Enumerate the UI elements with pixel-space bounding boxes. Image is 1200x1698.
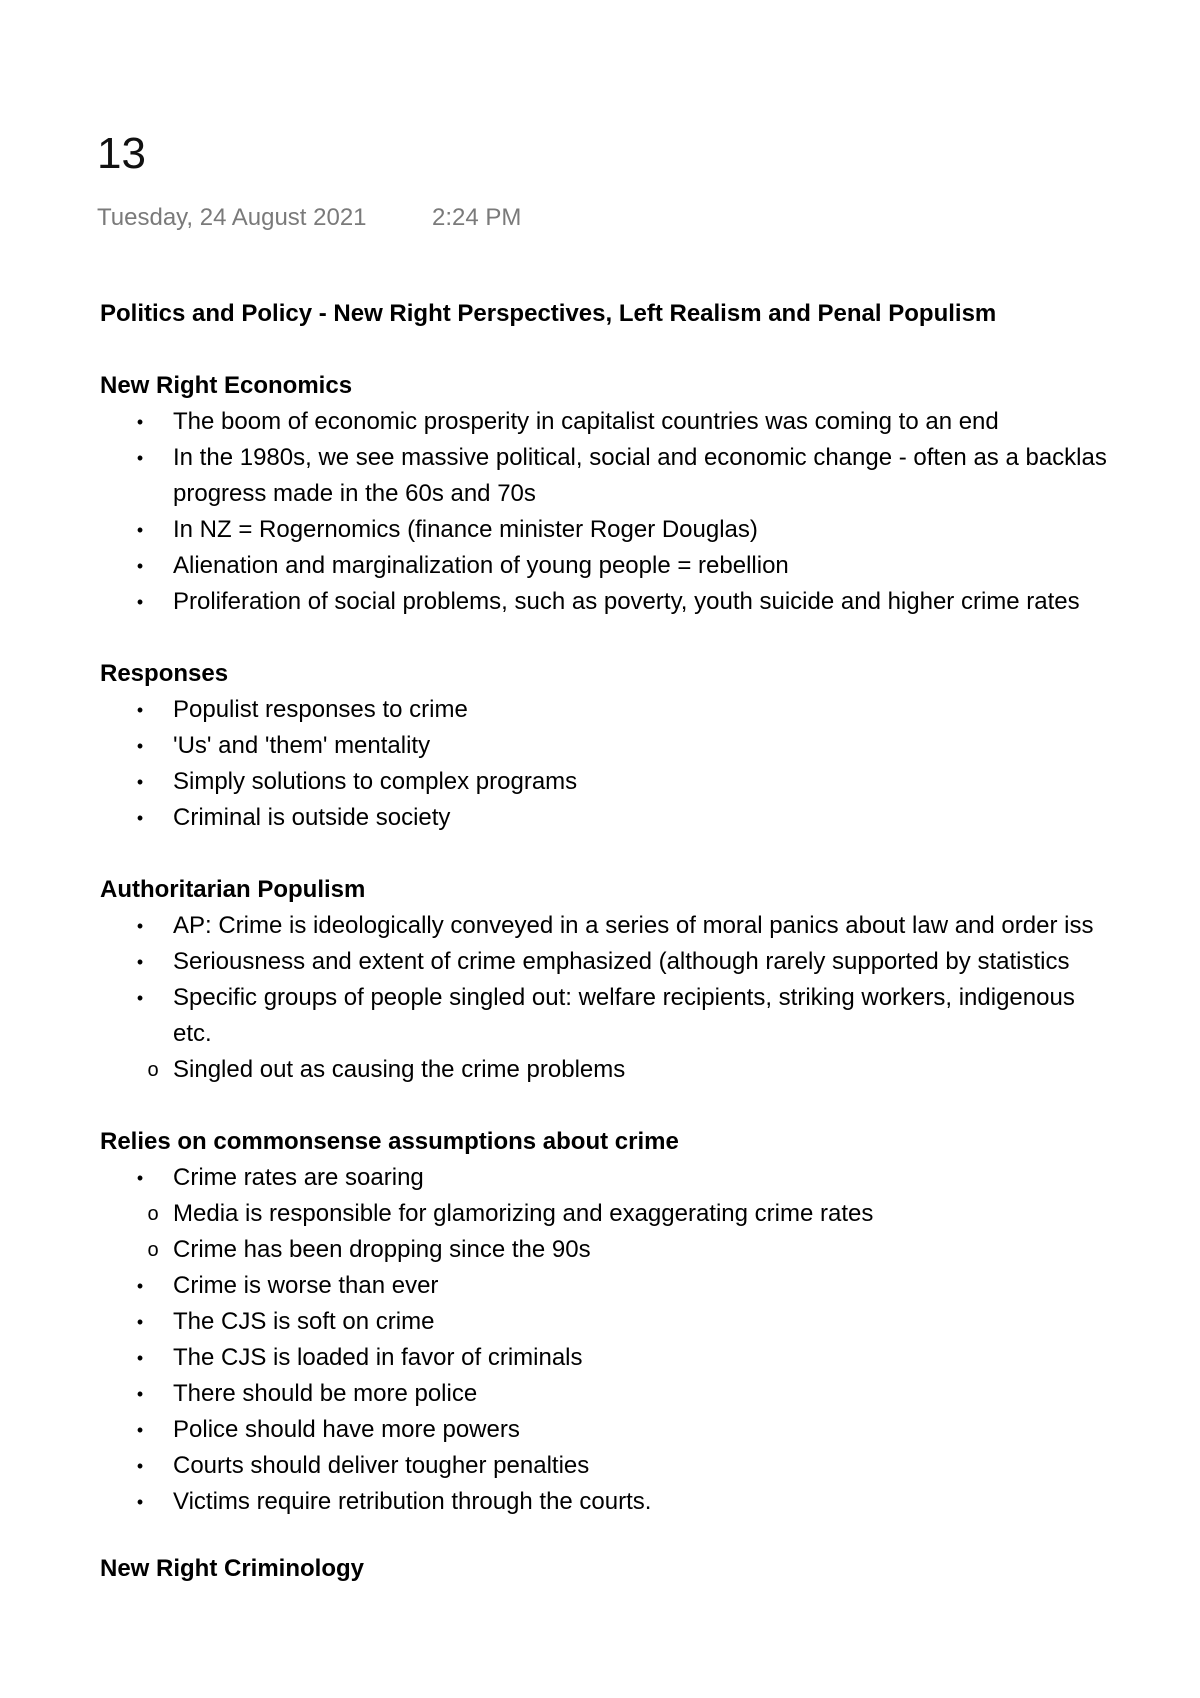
circle-bullet-icon: o: [147, 1203, 159, 1225]
bullet-icon: •: [136, 1384, 144, 1404]
main-heading: Politics and Policy - New Right Perspectives, Left Realism and Penal Populism: [100, 300, 997, 327]
section-heading-commonsense: Relies on commonsense assumptions about crime: [100, 1128, 679, 1155]
bullet-icon: •: [136, 772, 144, 792]
list-item: • There should be more police: [100, 1376, 1200, 1412]
list-item: • Proliferation of social problems, such as poverty, youth suicide and higher crime rates: [100, 584, 1200, 620]
circle-bullet-icon: o: [147, 1239, 159, 1261]
list-item: • In NZ = Rogernomics (finance minister Roger Douglas): [100, 512, 1200, 548]
list-item: • Police should have more powers: [100, 1412, 1200, 1448]
page-timestamp: [97, 204, 522, 232]
list-item: • Seriousness and extent of crime emphasized (although rarely supported by statistics: [100, 944, 1200, 980]
list-item: • Courts should deliver tougher penalties: [100, 1448, 1200, 1484]
bullet-icon: •: [136, 988, 144, 1008]
list-item: • Populist responses to crime: [100, 692, 1200, 728]
sub-list-item: o Media is responsible for glamorizing and exaggerating crime rates: [173, 1196, 1200, 1232]
sub-list-item: o Crime has been dropping since the 90s: [173, 1232, 1200, 1268]
list-item: • The boom of economic prosperity in capitalist countries was coming to an end: [100, 404, 1200, 440]
section-heading-new-right-economics: New Right Economics: [100, 372, 353, 399]
spacer: [100, 836, 1200, 872]
bullet-icon: •: [136, 1168, 144, 1188]
bullet-icon: •: [136, 556, 144, 576]
bullet-icon: •: [136, 952, 144, 972]
bullet-icon: •: [136, 1276, 144, 1296]
list-item: • Simply solutions to complex programs: [100, 764, 1200, 800]
bullet-icon: •: [136, 808, 144, 828]
list-item-continuation: etc.: [173, 1020, 212, 1047]
bullet-icon: •: [136, 736, 144, 756]
sub-list-item: o Singled out as causing the crime problems: [173, 1052, 1200, 1088]
spacer: [100, 1088, 1200, 1124]
bullet-icon: •: [136, 1492, 144, 1512]
list-item: • Crime rates are soaring o Media is responsible for glamorizing and exaggerating crime rates o Crime has been dropping since the 90s: [100, 1160, 1200, 1268]
bullet-icon: •: [136, 1456, 144, 1476]
section-heading-authoritarian-populism: Authoritarian Populism: [100, 876, 366, 903]
bullet-icon: •: [136, 592, 144, 612]
note-content: [100, 296, 1200, 1520]
list-item: • Crime is worse than ever: [100, 1268, 1200, 1304]
bullet-list-commonsense: [100, 1160, 1200, 1520]
sub-bullet-list: [147, 1196, 1200, 1268]
bullet-icon: •: [136, 448, 144, 468]
list-item: • AP: Crime is ideologically conveyed in a series of moral panics about law and order iss: [100, 908, 1200, 944]
list-item: • The CJS is loaded in favor of criminals: [100, 1340, 1200, 1376]
circle-bullet-icon: o: [147, 1059, 159, 1081]
list-item-continuation: progress made in the 60s and 70s: [173, 480, 536, 507]
spacer: [100, 332, 1200, 368]
list-item: • Criminal is outside society: [100, 800, 1200, 836]
list-item: • Specific groups of people singled out: welfare recipients, striking workers, indigenous etc. o Singled out as causing the crime problems: [100, 980, 1200, 1088]
bullet-list-responses: [100, 692, 1200, 836]
page-title: 13: [97, 129, 146, 178]
bullet-icon: •: [136, 1312, 144, 1332]
list-item: • Alienation and marginalization of young people = rebellion: [100, 548, 1200, 584]
list-item: • The CJS is soft on crime: [100, 1304, 1200, 1340]
section-heading-responses: Responses: [100, 660, 229, 687]
bullet-icon: •: [136, 1348, 144, 1368]
sub-bullet-list: [147, 1052, 1200, 1088]
bullet-list-authoritarian-populism: [100, 908, 1200, 1088]
bullet-icon: •: [136, 916, 144, 936]
spacer: [100, 620, 1200, 656]
bullet-icon: •: [136, 1420, 144, 1440]
cut-off-heading-new-right-criminology: New Right Criminology: [100, 1555, 364, 1582]
page-date: Tuesday, 24 August 2021: [97, 204, 367, 231]
list-item: • 'Us' and 'them' mentality: [100, 728, 1200, 764]
bullet-list-new-right-economics: [100, 404, 1200, 620]
bullet-icon: •: [136, 520, 144, 540]
page-time: 2:24 PM: [432, 204, 522, 231]
bullet-icon: •: [136, 412, 144, 432]
bullet-icon: •: [136, 700, 144, 720]
list-item: • Victims require retribution through the courts.: [100, 1484, 1200, 1520]
list-item: • In the 1980s, we see massive political, social and economic change - often as a backlas progress made in the 60s and 70s: [100, 440, 1200, 512]
